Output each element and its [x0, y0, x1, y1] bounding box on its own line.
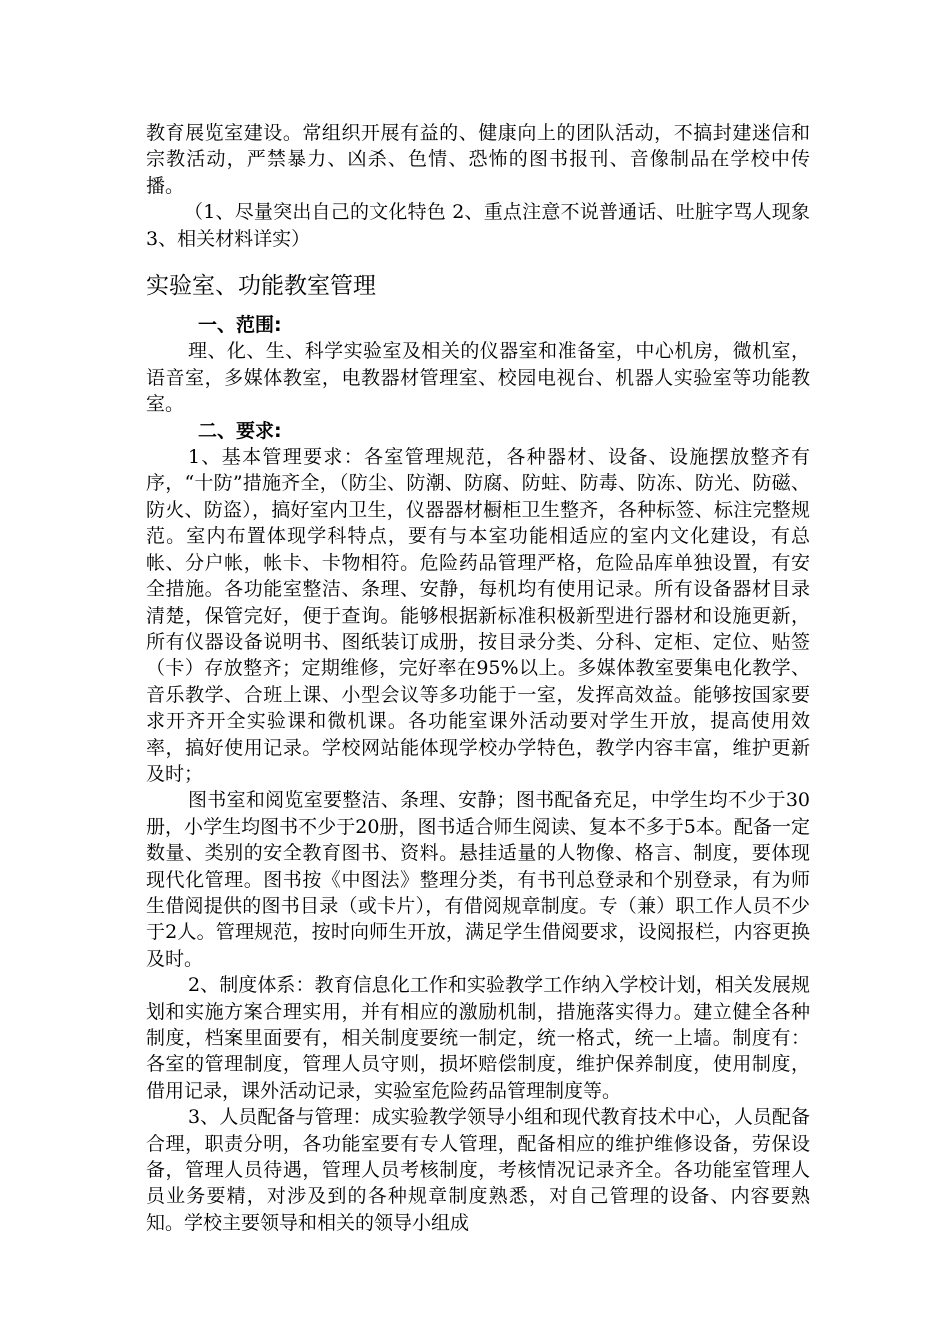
section-title: 实验室、功能教室管理 [146, 273, 376, 300]
note-paragraph: （1、尽量突出自己的文化特色 2、重点注意不说普通话、吐脏字骂人现象 3、相关材料详实） [146, 201, 810, 250]
intro-paragraph: 教育展览室建设。常组织开展有益的、健康向上的团队活动，不搞封建迷信和宗教活动，严禁暴力、凶杀、色情、恐怖的图书报刊、音像制品在学校中传播。 [146, 122, 810, 197]
scope-paragraph: 理、化、生、科学实验室及相关的仪器室和准备室，中心机房，微机室，语音室，多媒体教室，电教器材管理室、校园电视台、机器人实验室等功能教室。 [146, 340, 810, 416]
scope-heading: 一、范围: [198, 314, 282, 337]
requirement-3-paragraph: 3、人员配备与管理：成实验教学领导小组和现代教育技术中心，人员配备合理，职责分明，各功能室要有专人管理，配备相应的维护维修设备，劳保设备，管理人员待遇，管理人员考核制度，考核情况记录齐全。各功能室管理人员业务要精，对涉及到的各种规章制度熟悉，对自己管理的设备、内容要熟知。学校主要领导和相关的领导小组成 [146, 1106, 810, 1234]
library-paragraph: 图书室和阅览室要整洁、条理、安静；图书配备充足，中学生均不少于30册，小学生均图书不少于20册，图书适合师生阅读、复本不多于5本。配备一定数量、类别的安全教育图书、资料。悬挂适量的人物像、格言、制度，要体现现代化管理。图书按《中图法》整理分类，有书刊总登录和个别登录，有为师生借阅提供的图书目录（或卡片），有借阅规章制度。专（兼）职工作人员不少于2人。管理规范，按时向师生开放，满足学生借阅要求，设阅报栏，内容更换及时。 [146, 789, 810, 970]
requirement-2-paragraph: 2、制度体系：教育信息化工作和实验教学工作纳入学校计划，相关发展规划和实施方案合理实用，并有相应的激励机制，措施落实得力。建立健全各种制度，档案里面要有，相关制度要统一制定，统一格式，统一上墙。制度有：各室的管理制度，管理人员守则，损坏赔偿制度，维护保养制度，使用制度，借用记录，课外活动记录，实验室危险药品管理制度等。 [146, 974, 810, 1102]
requirements-heading: 二、要求: [198, 419, 282, 442]
requirement-1-paragraph: 1、基本管理要求：各室管理规范，各种器材、设备、设施摆放整齐有序，“十防”措施齐全，（防尘、防潮、防腐、防蛀、防毒、防冻、防光、防磁、防火、防盗），搞好室内卫生，仪器器材橱柜卫生整齐，各种标签、标注完整规范。室内布置体现学科特点，要有与本室功能相适应的室内文化建设，有总帐、分户帐，帐卡、卡物相符。危险药品管理严格，危险品库单独设置，有安全措施。各功能室整洁、条理、安静，每机均有使用记录。所有设备器材目录清楚，保管完好，便于查询。能够根据新标准积极新型进行器材和设施更新，所有仪器设备说明书、图纸装订成册，按目录分类、分科、定柜、定位、贴签（卡）存放整齐；定期维修，完好率在95%以上。多媒体教室要集电化教学、音乐教学、合班上课、小型会议等多功能于一室，发挥高效益。能够按国家要求开齐开全实验课和微机课。各功能室课外活动要对学生开放，提高使用效率，搞好使用记录。学校网站能体现学校办学特色，教学内容丰富，维护更新及时； [146, 446, 810, 785]
document-page [146, 120, 810, 1236]
